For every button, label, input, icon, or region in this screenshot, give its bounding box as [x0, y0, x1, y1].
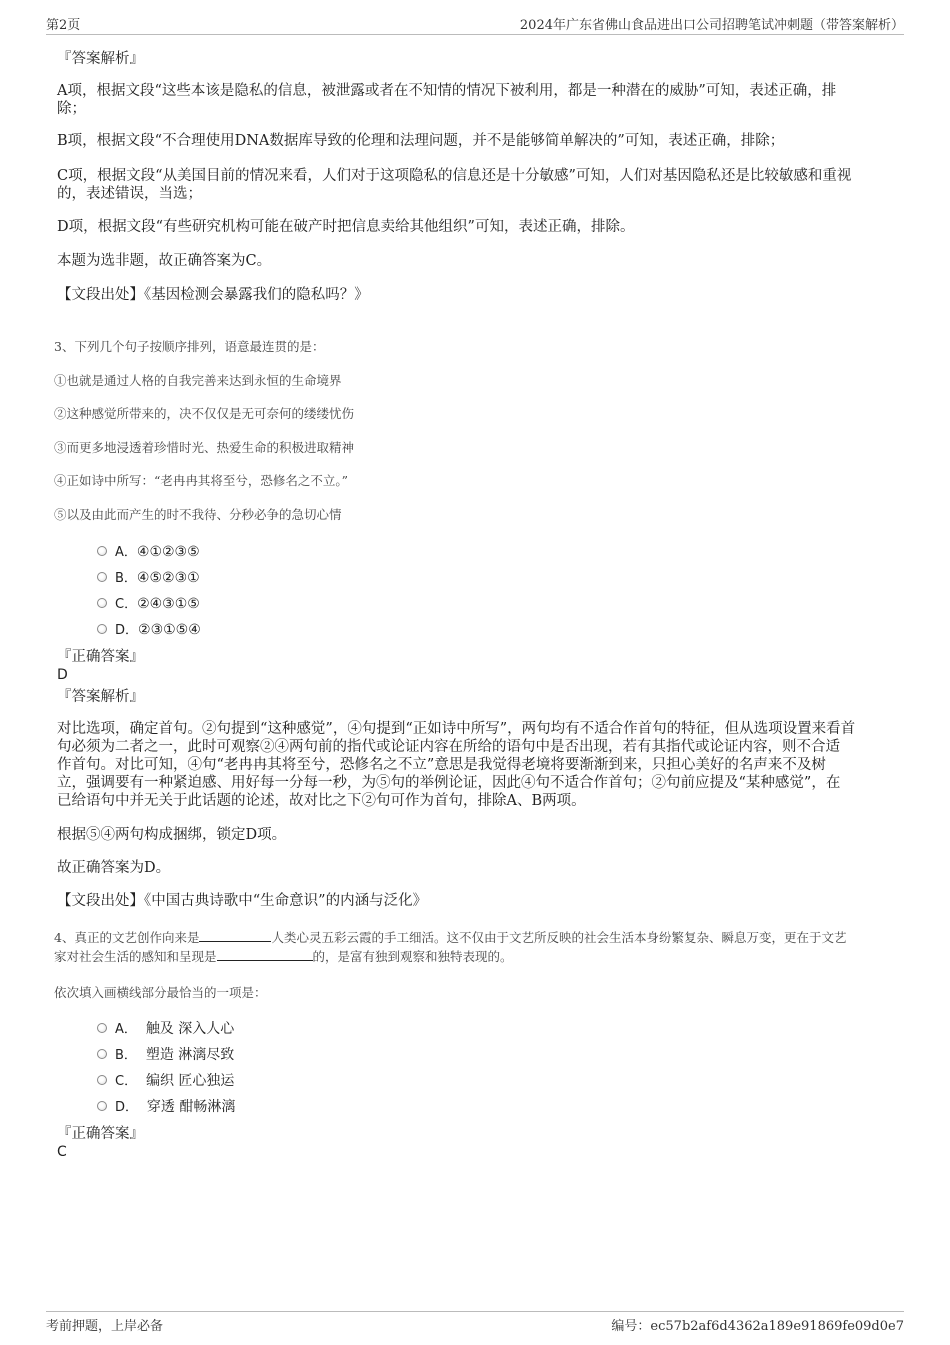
- q3-analysis-line3: 作首句。对比可知，④句“老冉冉其将至兮，恐修名之不立”意思是我觉得老境将要渐渐到来，只担心美好的名声来不及树: [57, 757, 826, 773]
- q3-option-d[interactable]: D．②③①⑤④: [97, 619, 201, 639]
- q3-analysis-label: 『答案解析』: [57, 689, 144, 705]
- q2-source: 【文段出处】《基因检测会暴露我们的隐私吗？》: [57, 287, 369, 303]
- fill-blank-2: [217, 948, 313, 961]
- q4-answer-label: 『正确答案』: [57, 1126, 144, 1142]
- radio-button-icon[interactable]: [97, 1023, 107, 1033]
- q3-option-a[interactable]: A．④①②③⑤: [97, 541, 200, 561]
- q4-option-a[interactable]: A． 触及 深入人心: [97, 1018, 234, 1038]
- q3-answer-label: 『正确答案』: [57, 649, 144, 665]
- q3-sentence-5: ⑤以及由此而产生的时不我待、分秒必争的急切心情: [54, 507, 342, 522]
- q3-option-b[interactable]: B．④⑤②③①: [97, 567, 200, 587]
- q3-source: 【文段出处】《中国古典诗歌中“生命意识”的内涵与泛化》: [57, 893, 428, 909]
- q3-option-c[interactable]: C．②④③①⑤: [97, 593, 200, 613]
- q3-analysis-line4: 立，强调要有一种紧迫感、用好每一分每一秒，为⑤句的举例论证，因此④句不适合作首句；②句前应提及“某种感觉”，在: [57, 775, 841, 791]
- radio-button-icon[interactable]: [97, 598, 107, 608]
- radio-button-icon[interactable]: [97, 1075, 107, 1085]
- q3-sentence-4: ④正如诗中所写：“老冉冉其将至兮，恐修名之不立。”: [54, 473, 349, 488]
- page-footer: [46, 1311, 904, 1336]
- page-number: 第2页: [46, 18, 81, 33]
- radio-button-icon[interactable]: [97, 572, 107, 582]
- q4-stem-line1: 4、真正的文艺创作向来是 人类心灵五彩云霞的手工细活。这不仅由于文艺所反映的社会生活本身纷繁复杂、瞬息万变，更在于文艺: [54, 930, 847, 945]
- q4-option-c[interactable]: C． 编织 匠心独运: [97, 1070, 234, 1090]
- q2-conclusion: 本题为选非题，故正确答案为C。: [57, 253, 272, 269]
- q3-answer: D: [57, 667, 68, 683]
- q4-stem-line2: 家对社会生活的感知和呈现是 的，是富有独到观察和独特表现的。: [54, 949, 513, 964]
- q3-analysis-line2: 句必须为二者之一，此时可观察②④两句前的指代或论证内容在所给的语句中是否出现，若有其指代或论证内容，则不合适: [57, 739, 840, 755]
- q2-analysis-d-line: D项，根据文段“有些研究机构可能在破产时把信息卖给其他组织”可知，表述正确，排除。: [57, 219, 635, 235]
- radio-button-icon[interactable]: [97, 1049, 107, 1059]
- q3-analysis-line5: 已给语句中并无关于此话题的论述，故对比之下②句可作为首句，排除A、B两项。: [57, 793, 586, 809]
- q3-analysis-line1: 对比选项，确定首句。②句提到“这种感觉”，④句提到“正如诗中所写”，两句均有不适合作首句的特征，但从选项设置来看首: [57, 721, 856, 737]
- q2-analysis-c-line1: C项，根据文段“从美国目前的情况来看，人们对于这项隐私的信息还是十分敏感”可知，人们对基因隐私还是比较敏感和重视: [57, 168, 852, 184]
- q4-prompt: 依次填入画横线部分最恰当的一项是：: [54, 985, 267, 1000]
- radio-button-icon[interactable]: [97, 1101, 107, 1111]
- q2-analysis-label: 『答案解析』: [57, 51, 144, 67]
- radio-button-icon[interactable]: [97, 624, 107, 634]
- q2-analysis-c-line2: 的，表述错误，当选；: [57, 186, 202, 202]
- footer-slogan: 考前押题，上岸必备: [46, 1319, 164, 1334]
- q3-sentence-3: ③而更多地浸透着珍惜时光、热爱生命的积极进取精神: [54, 440, 355, 455]
- q2-analysis-a-line1: A项，根据文段“这些本该是隐私的信息，被泄露或者在不知情的情况下被利用，都是一种潜在的威胁”可知，表述正确，排: [57, 83, 837, 99]
- document-title: 2024年广东省佛山食品进出口公司招聘笔试冲刺题（带答案解析）: [519, 18, 904, 33]
- q3-stem: 3、下列几个句子按顺序排列，语意最连贯的是：: [54, 339, 325, 354]
- page-header: [46, 14, 904, 35]
- radio-button-icon[interactable]: [97, 546, 107, 556]
- q4-option-b[interactable]: B． 塑造 淋漓尽致: [97, 1044, 234, 1064]
- q3-analysis-para3: 故正确答案为D。: [57, 860, 171, 876]
- q4-answer: C: [57, 1144, 67, 1160]
- q3-analysis-para2: 根据⑤④两句构成捆绑，锁定D项。: [57, 827, 287, 843]
- q3-sentence-2: ②这种感觉所带来的，决不仅仅是无可奈何的缕缕忧伤: [54, 406, 355, 421]
- q3-sentence-1: ①也就是通过人格的自我完善来达到永恒的生命境界: [54, 373, 342, 388]
- q4-option-d[interactable]: D． 穿透 酣畅淋漓: [97, 1096, 235, 1116]
- document-id: 编号：ec57b2af6d4362a189e91869fe09d0e7: [611, 1319, 904, 1334]
- q2-analysis-b-line: B项，根据文段“不合理使用DNA数据库导致的伦理和法理问题，并不是能够简单解决的”可知，表述正确，排除；: [57, 133, 785, 149]
- q2-analysis-a-line2: 除；: [57, 101, 86, 117]
- fill-blank-1: [199, 929, 271, 942]
